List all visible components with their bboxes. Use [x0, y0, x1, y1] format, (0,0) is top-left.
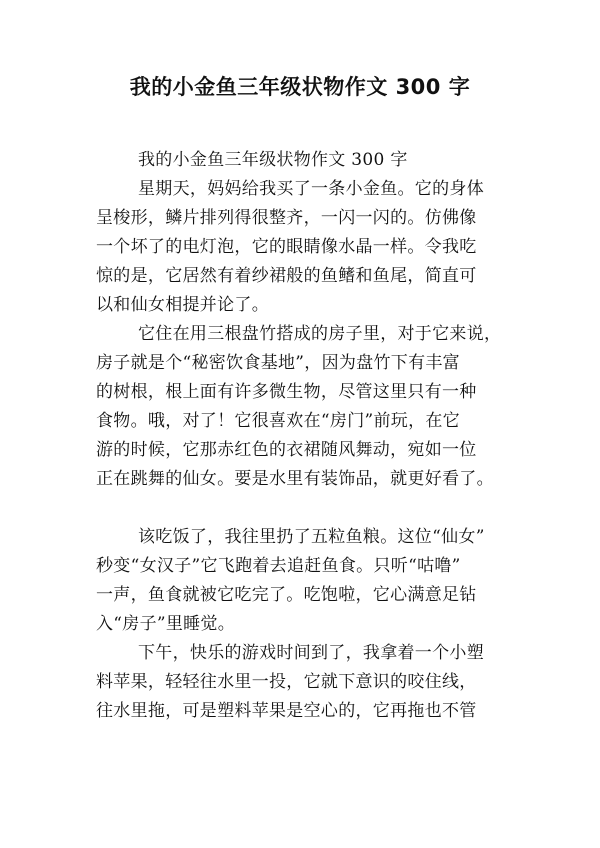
paragraph-line: 下午，快乐的游戏时间到了，我拿着一个小塑: [138, 643, 484, 663]
paragraph-line: 该吃饭了，我往里扔了五粒鱼粮。这位“仙女”: [138, 527, 485, 547]
subtitle-line: 我的小金鱼三年级状物作文 300 字: [138, 150, 408, 170]
paragraph-line: 房子就是个“秘密饮食基地”，因为盘竹下有丰富: [96, 353, 460, 373]
paragraph-line: 星期天，妈妈给我买了一条小金鱼。它的身体: [138, 179, 484, 199]
paragraph-line: 正在跳舞的仙女。要是水里有装饰品，就更好看了。: [96, 469, 494, 489]
paragraph-line: 一个坏了的电灯泡，它的眼睛像水晶一样。令我吃: [96, 237, 477, 257]
paragraph-line: 惊的是，它居然有着纱裙般的鱼鳍和鱼尾，简直可: [96, 266, 477, 286]
paragraph-line: 游的时候，它那赤红色的衣裙随风舞动，宛如一位: [96, 440, 477, 460]
paragraph-line: 入“房子”里睡觉。: [96, 614, 236, 634]
document-body: [96, 146, 516, 726]
paragraph-line: 它住在用三根盘竹搭成的房子里，对于它来说，: [138, 324, 502, 344]
paragraph-line: 往水里拖，可是塑料苹果是空心的，它再拖也不管: [96, 701, 477, 721]
paragraph-line: 料苹果，轻轻往水里一投，它就下意识的咬住线，: [96, 672, 477, 692]
paragraph-line: 的树根，根上面有许多微生物，尽管这里只有一种: [96, 382, 477, 402]
paragraph-line: 秒变“女汉子”它飞跑着去追赶鱼食。只听“咕噜”: [96, 556, 461, 576]
paragraph-line: 呈梭形，鳞片排列得很整齐，一闪一闪的。仿佛像: [96, 208, 477, 228]
blank-line: [96, 494, 516, 523]
paragraph-line: 食物。哦，对了！它很喜欢在“房门”前玩，在它: [96, 411, 460, 431]
paragraph-line: 一声，鱼食就被它吃完了。吃饱啦，它心满意足钻: [96, 585, 477, 605]
document-title: 我的小金鱼三年级状物作文 300 字: [129, 75, 471, 99]
paragraph-line: 以和仙女相提并论了。: [96, 295, 269, 315]
